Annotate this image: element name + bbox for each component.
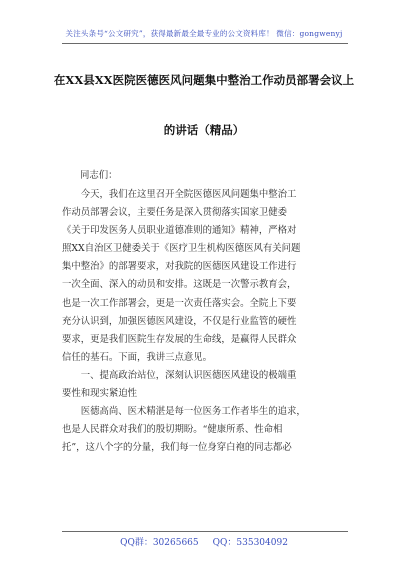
body-line: 今天，我们在这里召开全院医德医风问题集中整治工	[80, 189, 297, 200]
body-line: 要求，更是我们医院生存发展的生命线，是赢得人民群众	[62, 333, 297, 345]
footer-qq: QQ：535304092	[212, 538, 288, 548]
body-line: 也是人民群众对我们的殷切期盼。“健康所系、性命相	[62, 424, 283, 436]
body-line: 医德高尚、医术精湛是每一位医务工作者毕生的追求，	[80, 406, 306, 418]
section-heading-line: 要性和现实紧迫性	[62, 388, 138, 400]
body-line: 一次全面、深入的动员和安排。这既是一次警示教育会，	[62, 279, 297, 291]
footer-qq-group: QQ群：30265665	[120, 538, 199, 548]
body-line: 作动员部署会议，主要任务是深入贯彻落实国家卫健委	[62, 207, 288, 219]
body-line: 充分认识到，加强医德医风建设，不仅是行业监管的硬性	[62, 315, 297, 327]
body-line: 《关于印发医务人员职业道德准则的通知》精神，严格对	[62, 225, 297, 237]
document-title-line-1: 在XX县XX医院医德医风问题集中整治工作动员部署会议上	[53, 73, 355, 87]
header-divider	[62, 43, 348, 44]
salutation: 同志们：	[80, 170, 118, 181]
document-body	[62, 186, 352, 457]
footer-divider	[62, 531, 348, 532]
body-line: 托”，这八个字的分量，我们每一位身穿白袍的同志都必	[62, 442, 292, 454]
document-title-line-2: 的讲话（精品）	[163, 123, 245, 137]
footer-contact	[0, 535, 408, 548]
header-note: 关注头条号“公文研究”，获得最新最全最专业的公文资料库！ 微信：gongwenyj	[65, 29, 343, 38]
body-line: 信任的基石。下面，我讲三点意见。	[62, 351, 213, 363]
body-line: 照XX自治区卫健委关于《医疗卫生机构医德医风有关问题	[62, 243, 301, 255]
body-line: 集中整治》的部署要求，对我院的医德医风建设工作进行	[62, 261, 297, 273]
section-heading-line: 一、提高政治站位，深刻认识医德医风建设的极端重	[80, 369, 297, 381]
body-line: 也是一次工作部署会，更是一次责任落实会。全院上下要	[62, 297, 297, 309]
